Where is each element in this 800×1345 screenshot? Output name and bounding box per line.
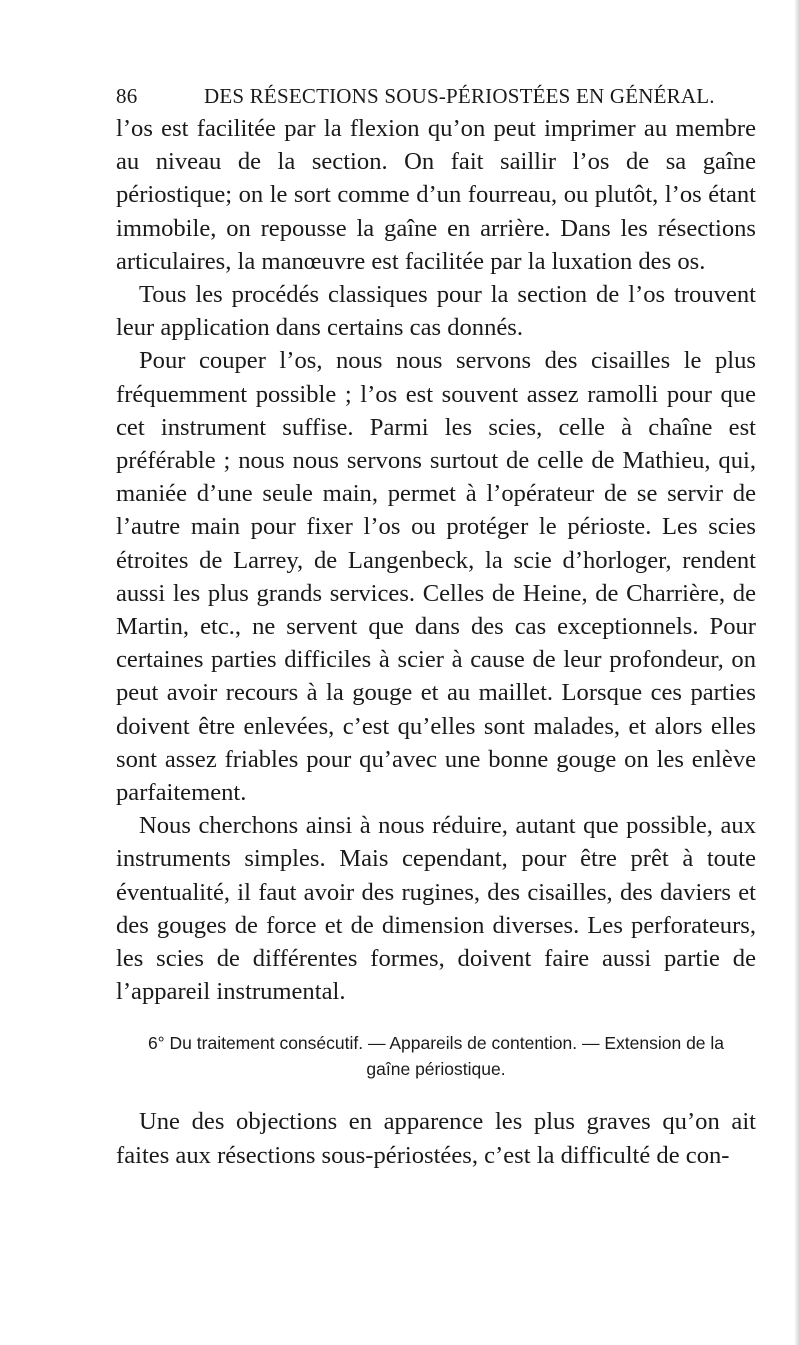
paragraph-2: Tous les procédés classiques pour la section de l’os trouvent leur application dans certains cas donnés. (116, 281, 756, 342)
paragraph-3: Pour couper l’os, nous nous servons des cisailles le plus fréquemment possible ; l’os est souvent assez ramolli pour que cet instrument suffise. Parmi les scies, celle à chaîne est préférable ; nous nous servons surtout de celle de Mathieu, qui, maniée d’une seule main, permet à l’opérateur de se servir de l’autre main pour fixer l’os ou protéger le périoste. Les scies étroites de Larrey, de Langenbeck, la scie d’horloger, rendent aussi les plus grands services. Celles de Heine, de Charrière, de Martin, etc., ne servent que dans des cas exceptionnels. Pour certaines parties difficiles à scier à cause de leur profondeur, on peut avoir recours à la gouge et au maillet. Lorsque ces parties doivent être enlevées, c’est qu’elles sont malades, et alors elles sont assez friables pour qu’avec une bonne gouge on les enlève parfaitement. (116, 347, 756, 807)
page-spine-edge (794, 0, 800, 1345)
running-title: DES RÉSECTIONS SOUS-PÉRIOSTÉES EN GÉNÉRAL. (204, 84, 715, 108)
running-head (116, 84, 756, 112)
section-heading (116, 1030, 756, 1082)
body-text (116, 112, 756, 1172)
section-heading-line-2: gaîne périostique. (366, 1059, 506, 1080)
paragraph-5: Une des objections en apparence les plus graves qu’on ait faites aux résections sous-périostées, c’est la difficulté de con- (116, 1108, 756, 1169)
page-number: 86 (116, 84, 138, 108)
paragraph-4: Nous cherchons ainsi à nous réduire, autant que possible, aux instruments simples. Mais cependant, pour être prêt à toute éventualité, il faut avoir des rugines, des cisailles, des daviers et des gouges de force et de dimension diverses. Les perforateurs, les scies de différentes formes, doivent faire aussi partie de l’appareil instrumental. (116, 812, 756, 1006)
paragraph-1: l’os est facilitée par la flexion qu’on peut imprimer au membre au niveau de la section. On fait saillir l’os de sa gaîne périostique; on le sort comme d’un fourreau, ou plutôt, l’os étant immobile, on repousse la gaîne en arrière. Dans les résections articulaires, la manœuvre est facilitée par la luxation des os. (116, 115, 756, 275)
section-heading-line-1: 6° Du traitement consécutif. — Appareils de contention. — Extension de la (147, 1033, 725, 1054)
